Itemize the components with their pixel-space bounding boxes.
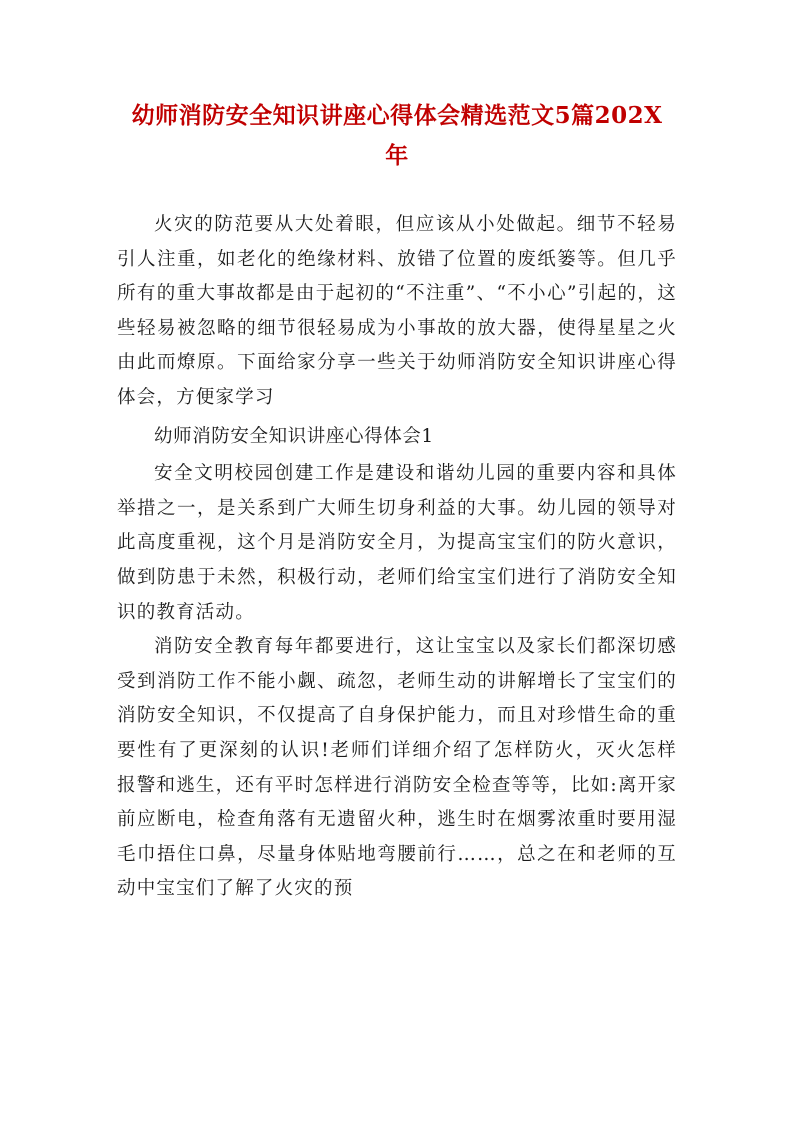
body-paragraph: 消防安全教育每年都要进行，这让宝宝以及家长们都深切感受到消防工作不能小觑、疏忽，老师生动的讲解增长了宝宝们的消防安全知识，不仅提高了自身保护能力，而且对珍惜生命的重要性有了更深刻的认识!老师们详细介绍了怎样防火，灭火怎样报警和逃生，还有平时怎样进行消防安全检查等等，比如:离开家前应断电，检查角落有无遗留火种，逃生时在烟雾浓重时要用湿毛巾捂住口鼻，尽量身体贴地弯腰前行……，总之在和老师的互动中宝宝们了解了火灾的预 <box>117 636 677 900</box>
section-heading: 幼师消防安全知识讲座心得体会1 <box>154 425 434 447</box>
title-line-2: 年 <box>385 142 409 169</box>
document-body <box>117 208 677 907</box>
document-title <box>117 96 677 176</box>
title-line-1: 幼师消防安全知识讲座心得体会精选范文5篇202X <box>131 102 663 129</box>
intro-paragraph: 火灾的防范要从大处着眼，但应该从小处做起。细节不轻易引人注重，如老化的绝缘材料、放错了位置的废纸篓等。但几乎所有的重大事故都是由于起初的“不注重”、“不小心”引起的，这些轻易被忽略的细节很轻易成为小事故的放大器，使得星星之火由此而燎原。下面给家分享一些关于幼师消防安全知识讲座心得体会，方便家学习 <box>117 214 677 408</box>
body-paragraph: 安全文明校园创建工作是建设和谐幼儿园的重要内容和具体举措之一，是关系到广大师生切身利益的大事。幼儿园的领导对此高度重视，这个月是消防安全月，为提高宝宝们的防火意识，做到防患于未然，积极行动，老师们给宝宝们进行了消防安全知识的教育活动。 <box>117 463 677 623</box>
document-page <box>117 96 677 907</box>
